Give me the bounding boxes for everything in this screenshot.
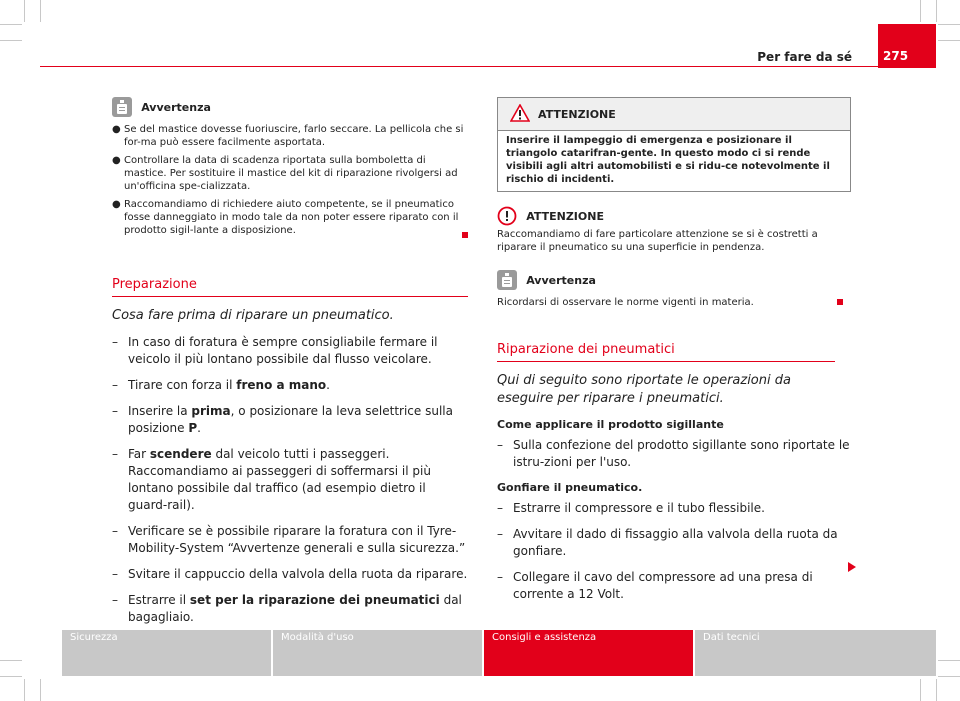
subheading: Gonfiare il pneumatico. — [497, 481, 643, 494]
continue-arrow-icon — [848, 562, 856, 572]
subheading: Come applicare il prodotto sigillante — [497, 418, 724, 431]
crop-mark — [938, 40, 960, 41]
step-item: – Collegare il cavo del compressore ad una presa di corrente a 12 Volt. — [497, 569, 851, 603]
step-text: Inserire la — [128, 404, 192, 418]
bullet-dot: ● — [112, 155, 121, 166]
step-bold: scendere — [149, 447, 212, 461]
step-text: Svitare il cappuccio della valvola della ruota da riparare. — [128, 567, 468, 581]
footer-tab-label: Consigli e assistenza — [492, 632, 597, 643]
step-text: Far — [128, 447, 150, 461]
crop-mark — [40, 679, 41, 701]
header-rule — [40, 66, 878, 67]
note-block — [497, 270, 851, 309]
bullet-dot: ● — [112, 124, 121, 135]
crop-mark — [40, 0, 41, 22]
crop-mark — [24, 679, 25, 701]
crop-mark — [0, 40, 22, 41]
warning-box — [497, 97, 851, 192]
footer-tab-dati-tecnici[interactable] — [695, 630, 936, 676]
note-bullet-text: Controllare la data di scadenza riportata sulla bomboletta di mastice. Per sostituire il mastice del kit di riparazione rivolgersi ad un'officina spe-cializzata. — [124, 155, 458, 192]
crop-mark — [938, 676, 960, 677]
bullet-dot: ● — [112, 199, 121, 210]
footer-tab-label: Modalità d'uso — [281, 632, 354, 643]
crop-mark — [0, 676, 22, 677]
step-text: . — [197, 421, 201, 435]
step-text: Sulla confezione del prodotto sigillante sono riportate le istru-zioni per l'uso. — [513, 438, 850, 469]
note-icon — [112, 97, 132, 117]
crop-mark — [938, 24, 960, 25]
warning-box-text: Inserire il lampeggio di emergenza e posizionare il triangolo catarifran-gente. In questo modo ci si rende visibili agli altri automobilisti e si ridu-ce notevolmente il rischio di incidenti. — [506, 135, 830, 185]
footer-tab-label: Sicurezza — [70, 632, 118, 643]
caution-block — [497, 206, 851, 254]
step-item: – Inserire la prima, o posizionare la leva selettrice sulla posizione P. — [112, 404, 453, 435]
step-text: In caso di foratura è sempre consigliabile fermare il veicolo il più lontano possibile dal flusso veicolare. — [128, 335, 438, 366]
step-item: – Tirare con forza il freno a mano. — [112, 378, 330, 392]
page-header-title: Per fare da sé — [757, 50, 852, 64]
section-intro: Cosa fare prima di riparare un pneumatico. — [112, 308, 394, 323]
crop-mark — [0, 24, 22, 25]
left-column — [112, 97, 468, 626]
step-text: dal bagagliaio. — [128, 593, 462, 624]
step-bold: set per la riparazione dei pneumatici — [189, 593, 440, 607]
note-bullet-text: Raccomandiamo di richiedere aiuto competente, se il pneumatico fosse danneggiato in modo tale da non poter essere riparato con il prodotto sigil-lante a disposizione. — [124, 199, 459, 236]
warning-box-title: ATTENZIONE — [538, 107, 616, 121]
note-bullet — [112, 154, 468, 193]
step-text: Collegare il cavo del compressore ad una presa di corrente a 12 Volt. — [513, 570, 813, 601]
crop-mark — [24, 0, 25, 22]
step-item: – Avvitare il dado di fissaggio alla valvola della ruota da gonfiare. — [497, 526, 851, 560]
step-item: – Estrarre il set per la riparazione dei pneumatici dal bagagliaio. — [112, 593, 462, 624]
warning-box-header — [498, 98, 850, 131]
step-text: , o posizionare la leva selettrice sulla posizione — [128, 404, 453, 435]
section-title-riparazione: Riparazione dei pneumatici — [497, 343, 835, 362]
end-mark — [837, 299, 843, 305]
crop-mark — [936, 679, 937, 701]
step-text: Tirare con forza il — [128, 378, 237, 392]
page-number: 275 — [878, 24, 936, 68]
section-intro: Qui di seguito sono riportate le operazioni da eseguire per riparare i pneumatici. — [497, 373, 791, 406]
step-item: – Sulla confezione del prodotto sigillante sono riportate le istru-zioni per l'uso. — [497, 438, 850, 469]
step-text: Avvitare il dado di fissaggio alla valvola della ruota da gonfiare. — [513, 527, 838, 558]
crop-mark — [938, 660, 960, 661]
footer-tab-modalita[interactable] — [273, 630, 482, 676]
crop-mark — [920, 0, 921, 22]
step-item: – Svitare il cappuccio della valvola della ruota da riparare. — [112, 567, 468, 581]
footer-tab-consigli[interactable] — [484, 630, 693, 676]
step-text: dal veicolo tutti i passeggeri. Raccomandiamo ai passeggeri di soffermarsi il più lontano possibile dal traffico (ad esempio dietro il guard-rail). — [128, 447, 431, 512]
caution-text: Raccomandiamo di fare particolare attenzione se si è costretti a riparare il pneumatico su una superficie in pendenza. — [497, 229, 818, 253]
note-title: Avvertenza — [141, 100, 211, 114]
step-bold: prima — [191, 404, 231, 418]
step-item: – Verificare se è possibile riparare la foratura con il Tyre-Mobility-System “Avvertenze generali e sulla sicurezza.” — [112, 523, 468, 557]
note-bullet — [112, 123, 468, 149]
step-item: – Far scendere dal veicolo tutti i passeggeri. Raccomandiamo ai passeggeri di soffermarsi il più lontano possibile dal traffico (ad esempio dietro il guard-rail). — [112, 447, 431, 512]
step-text: Verificare se è possibile riparare la foratura con il Tyre-Mobility-System “Avvertenze generali e sulla sicurezza.” — [128, 524, 466, 555]
step-text: Estrarre il — [128, 593, 190, 607]
note-heading — [112, 97, 468, 117]
note-text: Ricordarsi di osservare le norme vigenti in materia. — [497, 297, 754, 308]
step-text: Estrarre il compressore e il tubo flessibile. — [513, 501, 765, 515]
step-bold: P — [188, 421, 198, 435]
note-bullet-text: Se del mastice dovesse fuoriuscire, farlo seccare. La pellicola che si for-ma può essere facilmente asportata. — [124, 124, 464, 148]
end-mark — [462, 232, 468, 238]
crop-mark — [936, 0, 937, 22]
footer-tab-label: Dati tecnici — [703, 632, 760, 643]
right-column — [497, 97, 851, 603]
note-title: Avvertenza — [526, 273, 596, 287]
caution-circle-icon — [497, 206, 517, 226]
note-bullet — [112, 198, 468, 237]
footer-tab-sicurezza[interactable] — [62, 630, 271, 676]
caution-title: ATTENZIONE — [526, 209, 604, 223]
steps-list — [112, 334, 468, 626]
note-icon — [497, 270, 517, 290]
step-item: – Estrarre il compressore e il tubo flessibile. — [497, 501, 765, 515]
section-title-preparazione: Preparazione — [112, 278, 468, 297]
warning-triangle-icon — [510, 104, 530, 122]
crop-mark — [0, 660, 22, 661]
crop-mark — [920, 679, 921, 701]
step-text: . — [326, 378, 330, 392]
step-bold: freno a mano — [236, 378, 327, 392]
step-item: – In caso di foratura è sempre consigliabile fermare il veicolo il più lontano possibile dal flusso veicolare. — [112, 334, 468, 368]
